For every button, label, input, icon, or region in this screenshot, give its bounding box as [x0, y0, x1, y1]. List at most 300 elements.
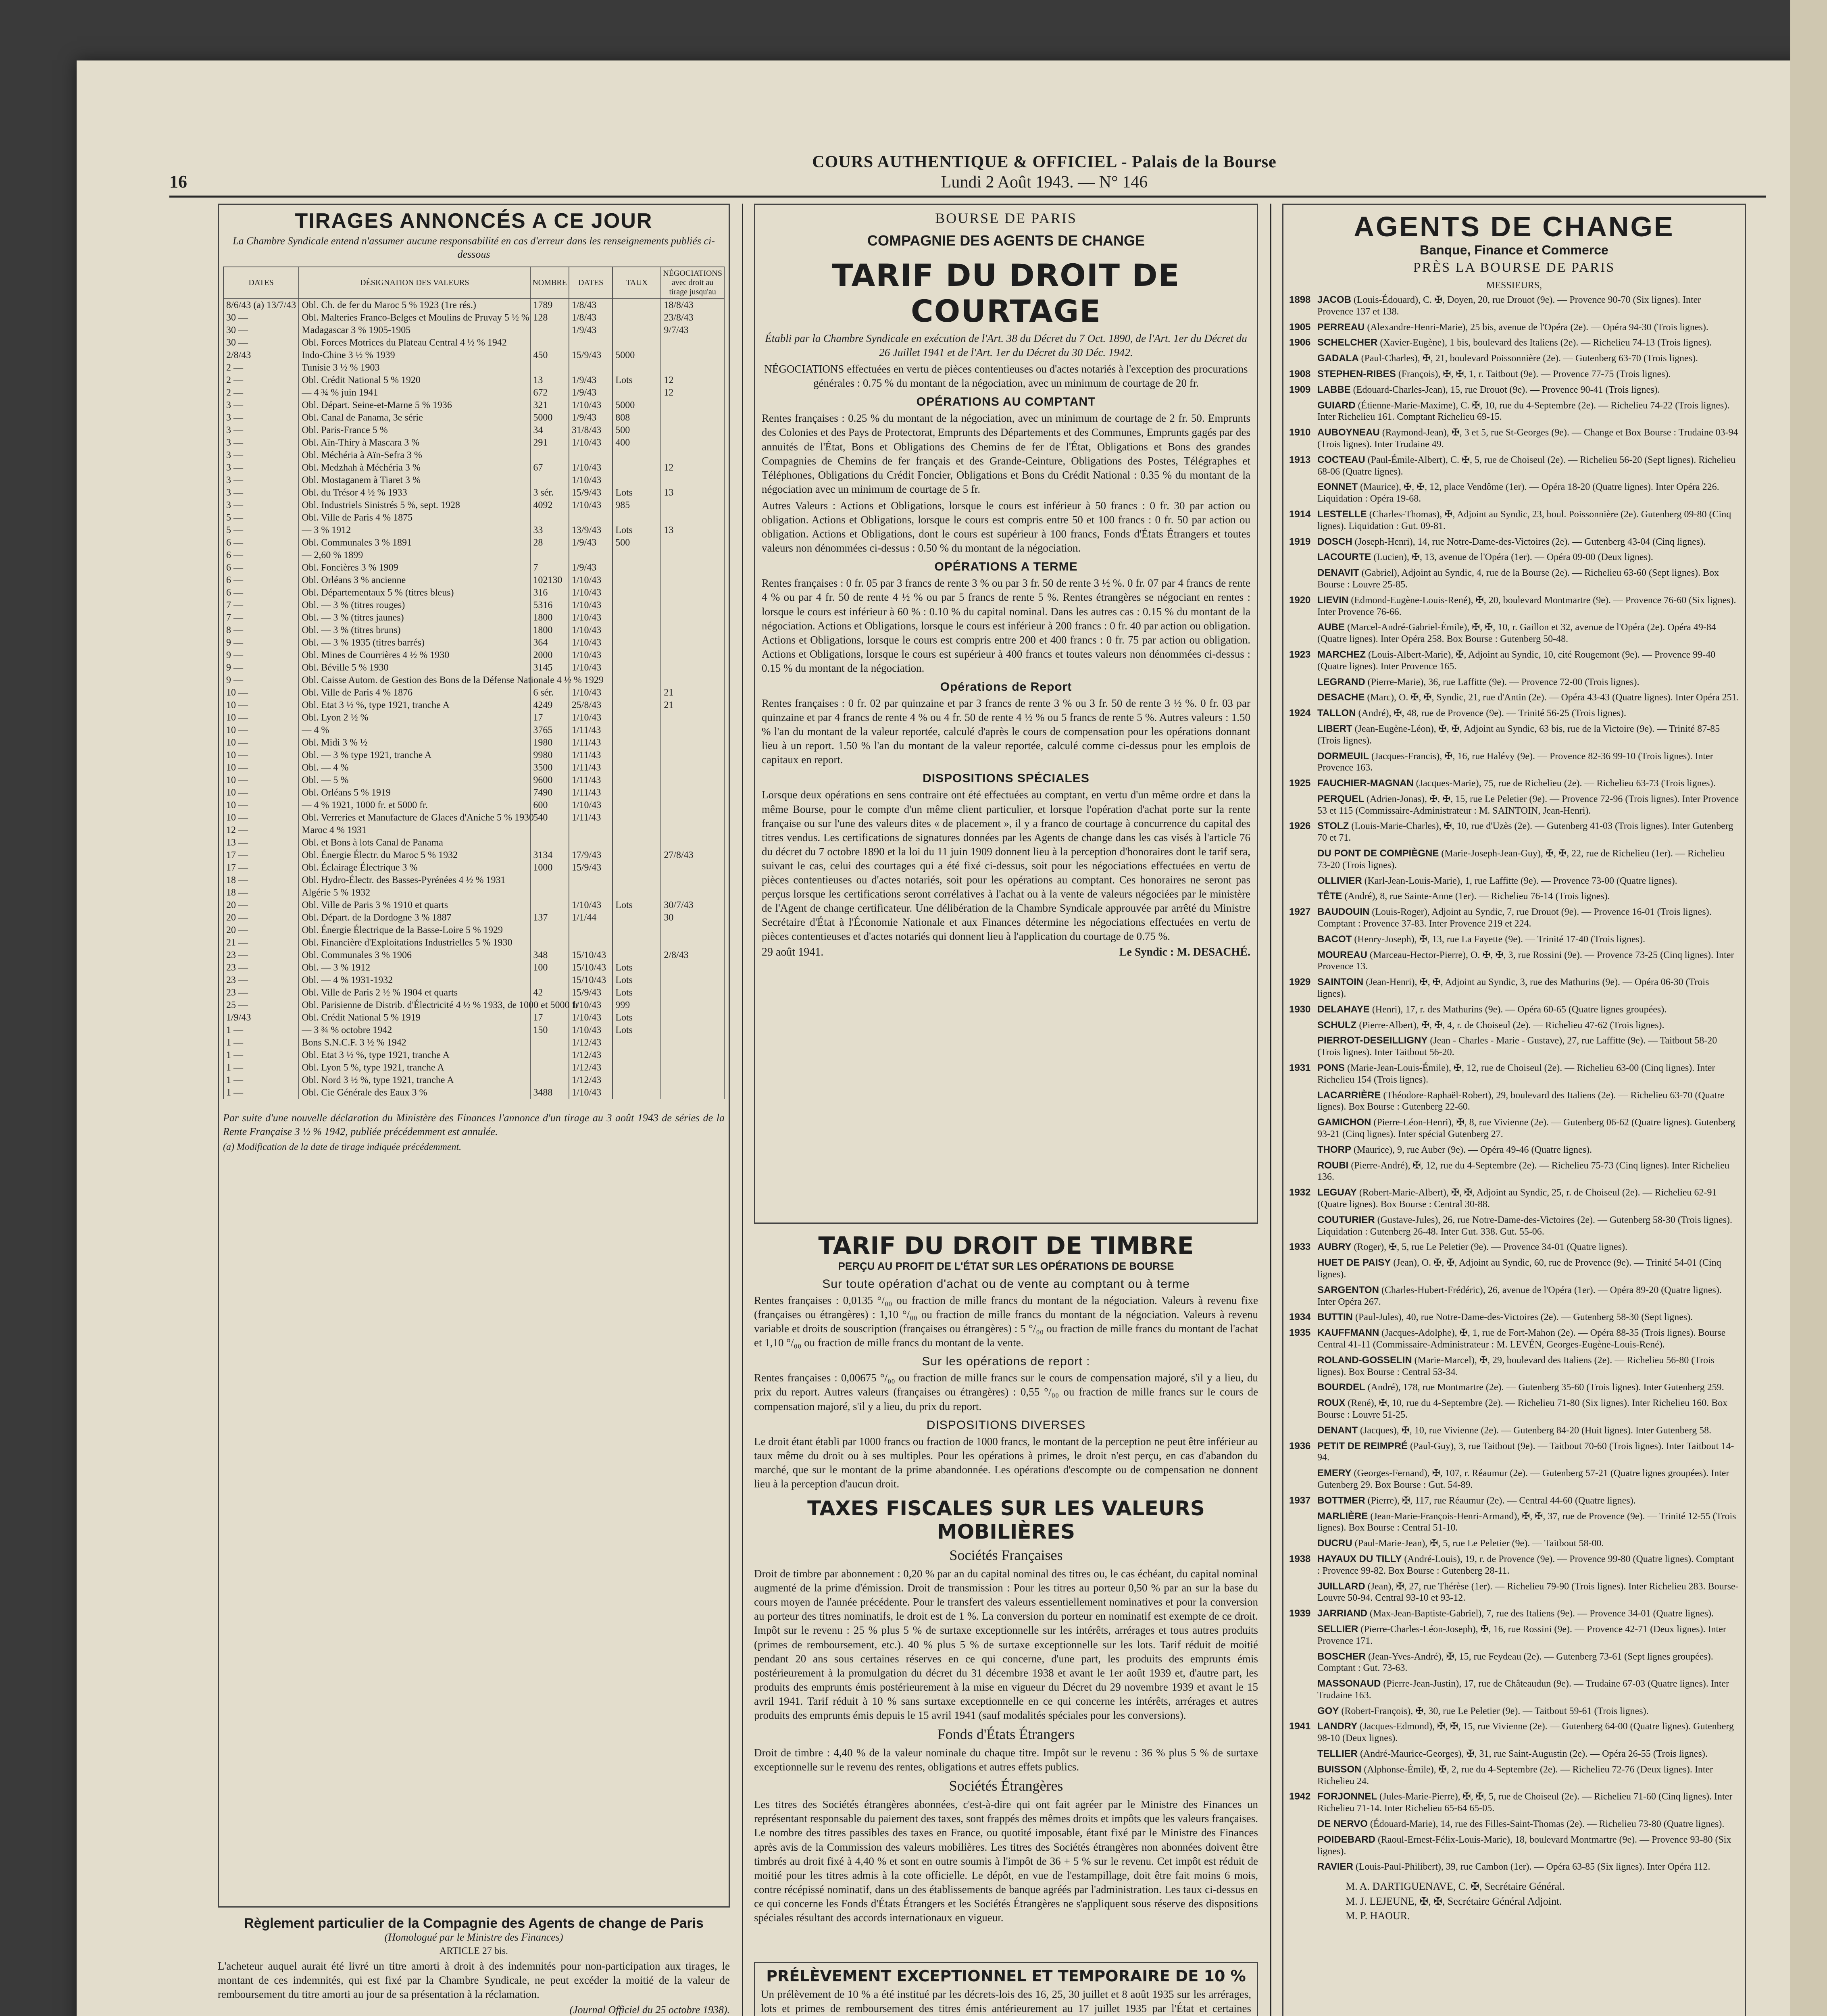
- table-row: [223, 449, 724, 462]
- table-cell: [612, 687, 661, 699]
- agent-name: STEPHEN-RIBES: [1317, 368, 1396, 379]
- table-row: [223, 1062, 724, 1074]
- table-cell: [612, 724, 661, 737]
- list-item: [1289, 622, 1739, 645]
- agent-year: [1289, 1425, 1317, 1437]
- courtage-dispositions-heading: DISPOSITIONS SPÉCIALES: [923, 772, 1090, 785]
- table-cell: 1/1/44: [569, 912, 612, 924]
- table-cell: 15/10/43: [569, 949, 612, 962]
- agent-entry: [1317, 1397, 1739, 1421]
- table-cell: 9600: [530, 774, 569, 787]
- agent-details: (Adrien-Jonas), ✠, ✠, 15, rue Le Peletier (9e). — Provence 72-96 (Trois lignes). Inter Provence 53 et 115 (Commissaire-Administrateur : M. SAINTOIN, Jean-Henri).: [1317, 793, 1739, 816]
- table-row: [223, 487, 724, 499]
- table-cell: [612, 824, 661, 837]
- table-cell: 10 —: [223, 687, 299, 699]
- list-item: [1289, 1441, 1739, 1464]
- list-item: [1289, 1651, 1739, 1674]
- table-cell: [530, 474, 569, 487]
- list-item: [1289, 322, 1739, 333]
- agent-entry: [1317, 1721, 1739, 1744]
- agent-entry: [1317, 677, 1639, 688]
- reglement-title: Règlement particulier de la Compagnie des Agents de change de Paris: [244, 1916, 704, 1931]
- table-row: [223, 737, 724, 749]
- table-row: [223, 674, 724, 687]
- list-item: [1289, 1554, 1739, 1577]
- agent-name: DOSCH: [1317, 536, 1352, 547]
- table-cell: 23 —: [223, 949, 299, 962]
- table-cell: 1/9/43: [569, 562, 612, 574]
- agent-name: COCTEAU: [1317, 454, 1365, 465]
- tirages-table: [223, 267, 725, 1099]
- agent-year: 1937: [1289, 1495, 1311, 1506]
- table-cell: [661, 974, 724, 987]
- table-cell: [612, 387, 661, 399]
- table-cell: [530, 549, 569, 562]
- table-cell: Obl. Malteries Franco-Belges et Moulins de Pruvay 5 ½ %: [299, 312, 530, 324]
- list-item: [1289, 677, 1739, 688]
- agent-year: 1938: [1289, 1553, 1311, 1564]
- table-row: [223, 299, 724, 312]
- list-item: [1289, 1117, 1739, 1140]
- table-cell: 9980: [530, 749, 569, 762]
- agent-year: [1289, 692, 1317, 704]
- agent-name: TÊTE: [1317, 891, 1342, 902]
- agent-year: [1289, 1651, 1317, 1674]
- agent-entry: [1317, 950, 1739, 973]
- list-item: [1289, 427, 1739, 450]
- agent-details: (Édouard-Marie), 14, rue des Filles-Saint-Thomas (2e). — Richelieu 73-80 (Quatre lignes).: [1370, 1819, 1725, 1830]
- agent-year: 1906: [1289, 337, 1311, 348]
- agent-entry: [1317, 1706, 1649, 1717]
- table-cell: [530, 362, 569, 374]
- table-cell: [612, 612, 661, 624]
- table-cell: Obl. Foncières 3 % 1909: [299, 562, 530, 574]
- table-cell: Obl. Communales 3 % 1891: [299, 537, 530, 549]
- agent-year: 1930: [1289, 1004, 1311, 1015]
- table-cell: 999: [612, 999, 661, 1012]
- list-item: [1289, 294, 1739, 318]
- table-cell: 18 —: [223, 887, 299, 899]
- table-cell: 500: [612, 537, 661, 549]
- agent-entry: [1317, 977, 1739, 1000]
- table-row: [223, 1074, 724, 1087]
- table-row: [223, 999, 724, 1012]
- table-cell: 348: [530, 949, 569, 962]
- list-item: [1289, 1241, 1739, 1253]
- table-cell: Lots: [612, 1024, 661, 1037]
- agent-entry: [1317, 536, 1706, 548]
- table-cell: 5 —: [223, 524, 299, 537]
- table-cell: Lots: [612, 899, 661, 912]
- secretary-2: M. J. LEJEUNE, ✠, ✠, Secrétaire Général Adjoint.: [1346, 1895, 1562, 1907]
- agent-year: 1942: [1289, 1791, 1311, 1802]
- table-cell: 1/11/43: [569, 812, 612, 824]
- agent-entry: [1317, 1241, 1627, 1253]
- agent-details: (André), ✠, 48, rue de Provence (9e). — Trinité 56-25 (Trois lignes).: [1358, 708, 1626, 719]
- table-row: [223, 1037, 724, 1049]
- list-item: [1289, 950, 1739, 973]
- table-cell: [661, 399, 724, 412]
- table-cell: 364: [530, 637, 569, 649]
- list-item: [1289, 1090, 1739, 1113]
- table-cell: 1/10/43: [569, 462, 612, 474]
- courtage-intro: Établi par la Chambre Syndicale en exécution de l'Art. 38 du Décret du 7 Oct. 1890, de l'Art. 1er du Décret du 26 Juillet 1941 et de l'Art. 1er du Décret du 30 Déc. 1942.: [765, 332, 1247, 359]
- table-cell: [661, 924, 724, 937]
- agent-name: LANDRY: [1317, 1721, 1358, 1732]
- table-cell: 23 —: [223, 962, 299, 974]
- agent-details: (Joseph-Henri), 14, rue Notre-Dame-des-Victoires (2e). — Gutenberg 43-04 (Cinq lignes).: [1354, 536, 1706, 547]
- table-row: [223, 774, 724, 787]
- tirages-title: TIRAGES ANNONCÉS A CE JOUR: [295, 209, 653, 233]
- agent-name: AUBOYNEAU: [1317, 427, 1380, 438]
- list-item: [1289, 1062, 1739, 1086]
- agent-name: HUET DE PAISY: [1317, 1257, 1391, 1268]
- table-cell: [661, 587, 724, 599]
- table-cell: [612, 674, 661, 687]
- table-row: [223, 537, 724, 549]
- table-cell: 3 —: [223, 487, 299, 499]
- timbre-subtitle: PERÇU AU PROFIT DE L'ÉTAT SUR LES OPÉRATIONS DE BOURSE: [838, 1260, 1174, 1272]
- list-item: [1289, 536, 1739, 548]
- timbre-s2: Sur les opérations de report :: [922, 1355, 1090, 1368]
- table-cell: 985: [612, 499, 661, 512]
- agent-name: DENAVIT: [1317, 567, 1359, 579]
- table-cell: Obl. Aïn-Thiry à Mascara 3 %: [299, 437, 530, 449]
- table-cell: 10 —: [223, 774, 299, 787]
- table-cell: Obl. Midi 3 % ½: [299, 737, 530, 749]
- agent-name: LESTELLE: [1317, 508, 1367, 520]
- agent-details: (Gabriel), Adjoint au Syndic, 4, rue de la Bourse (2e). — Richelieu 63-60 (Sept lignes). Box Bourse : Louvre 25-85.: [1317, 568, 1719, 590]
- secretary-3: M. P. HAOUR.: [1346, 1910, 1410, 1922]
- table-cell: 12: [661, 462, 724, 474]
- agent-details: (Jacques-Edmond), ✠, ✠, 15, rue Vivienne (2e). — Gutenberg 64-00 (Quatre lignes). Gutenberg 98-10 (Deux lignes).: [1317, 1721, 1734, 1744]
- table-cell: Obl. Nord 3 ½ %, type 1921, tranche A: [299, 1074, 530, 1087]
- courtage-terme-heading: OPÉRATIONS A TERME: [934, 560, 1078, 574]
- courtage-autres-text: Autres Valeurs : Actions et Obligations, lorsque le cours est inférieur à 50 francs : 0 fr. 30 par action ou obligation. Actions et Obligations, lorsque le cours est compris entre 50 et 100 francs : 0 fr. 50 par action ou obligation. Actions et Obligations, dont le cours est supérieur à 100 francs, Fonds d'États Étrangers et toutes valeurs non dénommées ci-dessus : 0.50 % du montant de la négociation.: [762, 499, 1250, 554]
- courtage-report-heading: Opérations de Report: [940, 680, 1072, 694]
- taxes-title: TAXES FISCALES SUR LES VALEURS MOBILIÈRES: [807, 1497, 1205, 1544]
- list-item: [1289, 400, 1739, 423]
- table-cell: Obl. Lyon 5 %, type 1921, tranche A: [299, 1062, 530, 1074]
- table-cell: 3 —: [223, 412, 299, 424]
- table-cell: 15/9/43: [569, 862, 612, 874]
- agent-entry: [1317, 294, 1739, 318]
- table-cell: 9 —: [223, 674, 299, 687]
- agent-name: SCHELCHER: [1317, 337, 1378, 348]
- agent-year: [1289, 1117, 1317, 1140]
- table-cell: 3 —: [223, 449, 299, 462]
- agent-name: JARRIAND: [1317, 1608, 1368, 1619]
- table-cell: [661, 1074, 724, 1087]
- table-row: [223, 624, 724, 637]
- agent-entry: [1317, 1624, 1739, 1647]
- table-cell: — 3 ¾ % octobre 1942: [299, 1024, 530, 1037]
- courtage-title: TARIF DU DROIT DE COURTAGE: [832, 257, 1180, 329]
- agent-year: [1289, 622, 1317, 645]
- table-row: [223, 712, 724, 724]
- table-row: [223, 312, 724, 324]
- agent-details: (Robert-François), ✠, 30, rue Le Peletier (9e). — Taitbout 59-61 (Trois lignes).: [1341, 1706, 1649, 1716]
- table-cell: [612, 624, 661, 637]
- table-cell: [569, 824, 612, 837]
- agent-entry: [1317, 1441, 1739, 1464]
- table-cell: Obl. Ville de Paris 4 % 1876: [299, 687, 530, 699]
- table-row: [223, 374, 724, 387]
- table-cell: 1/10/43: [569, 437, 612, 449]
- header-rule: [169, 196, 1766, 198]
- table-cell: [530, 824, 569, 837]
- table-cell: 1/10/43: [569, 587, 612, 599]
- table-cell: 7: [530, 562, 569, 574]
- table-cell: 1/9/43: [569, 387, 612, 399]
- agent-details: (Pierre-Charles-Léon-Joseph), ✠, 16, rue Rossini (9e). — Provence 42-71 (Deux lignes). Inter Provence 171.: [1317, 1624, 1726, 1646]
- list-item: [1289, 1538, 1739, 1549]
- table-cell: [661, 437, 724, 449]
- timbre-s3: DISPOSITIONS DIVERSES: [926, 1418, 1086, 1432]
- agent-name: THORP: [1317, 1144, 1351, 1155]
- list-item: [1289, 1327, 1739, 1351]
- reglement-text: L'acheteur auquel aurait été livré un titre amorti à droit à des indemnités pour non-participation aux tirages, le montant de ces indemnités, qui est fixé par la Chambre Syndicale, ne peut excéder la moitié de la valeur de remboursement du titre amorti au jour de sa présentation à la réclamation.: [218, 1960, 730, 2001]
- agent-year: 1898: [1289, 294, 1311, 305]
- table-cell: 17: [530, 712, 569, 724]
- table-cell: 1/11/43: [569, 737, 612, 749]
- courtage-company: COMPAGNIE DES AGENTS DE CHANGE: [867, 232, 1145, 249]
- table-cell: [661, 499, 724, 512]
- table-row: [223, 874, 724, 887]
- table-row: [223, 412, 724, 424]
- table-cell: 1800: [530, 624, 569, 637]
- table-cell: Obl. Cie Générale des Eaux 3 %: [299, 1087, 530, 1099]
- agent-entry: [1317, 1818, 1724, 1830]
- table-cell: [661, 674, 724, 687]
- table-row: [223, 699, 724, 712]
- table-cell: Obl. — 4 % 1931-1932: [299, 974, 530, 987]
- list-item: [1289, 708, 1739, 719]
- table-cell: 15/9/43: [569, 987, 612, 999]
- agent-details: (Maurice), ✠, ✠, 12, place Vendôme (1er). — Opéra 18-20 (Quatre lignes). Inter Opéra 226. Liquidation : Opéra 19-68.: [1317, 482, 1719, 504]
- agent-name: PETIT DE REIMPRÉ: [1317, 1440, 1408, 1452]
- agent-year: [1289, 1511, 1317, 1534]
- list-item: [1289, 1425, 1739, 1437]
- table-cell: [661, 724, 724, 737]
- table-cell: 6 —: [223, 562, 299, 574]
- agent-name: GOY: [1317, 1705, 1339, 1716]
- table-row: [223, 1087, 724, 1099]
- table-cell: [612, 337, 661, 349]
- table-cell: [661, 862, 724, 874]
- list-item: [1289, 1468, 1739, 1491]
- table-cell: 137: [530, 912, 569, 924]
- agent-details: (Charles-Hubert-Frédéric), 26, avenue de l'Opéra (1er). — Opéra 89-20 (Quatre lignes). Inter Opéra 267.: [1317, 1285, 1722, 1307]
- table-cell: 1/10/43: [569, 649, 612, 662]
- agent-year: [1289, 1538, 1317, 1549]
- table-cell: 17 —: [223, 849, 299, 862]
- timbre-p1: Rentes françaises : 0,0135 °/₀₀ ou fraction de mille francs du montant de la négociation. Valeurs à revenu fixe (françaises ou étrangères) : 1,10 °/₀₀ ou fraction de mille francs du montant de la négociation. Valeurs à revenu variable et droits de souscription (françaises ou étrangères) : 5 °/₀₀ ou fraction de mille francs du montant de l'achat et 1,10 °/₀₀ ou fraction de mille francs du montant de la vente.: [754, 1294, 1258, 1349]
- table-cell: Obl. — 3 % (titres jaunes): [299, 612, 530, 624]
- agent-details: (Louis-Marie-Charles), ✠, 10, rue d'Uzès (2e). — Gutenberg 41-03 (Trois lignes). Inter Gutenberg 70 et 71.: [1317, 821, 1733, 843]
- agent-entry: [1317, 1327, 1739, 1351]
- table-cell: Obl. Ville de Paris 4 % 1875: [299, 512, 530, 524]
- table-cell: [661, 599, 724, 612]
- table-row: [223, 349, 724, 362]
- table-cell: Obl. Financière d'Exploitations Industrielles 5 % 1930: [299, 937, 530, 949]
- table-cell: [661, 449, 724, 462]
- table-row: [223, 399, 724, 412]
- table-cell: 17 —: [223, 862, 299, 874]
- tirages-box: [218, 204, 730, 1908]
- agent-entry: [1317, 1425, 1711, 1437]
- agent-details: (Edmond-Eugène-Louis-René), ✠, 20, boulevard Montmartre (9e). — Provence 76-60 (Six lignes). Inter Provence 76-66.: [1317, 595, 1736, 617]
- table-cell: 1/11/43: [569, 774, 612, 787]
- table-cell: 10 —: [223, 787, 299, 799]
- courtage-report-text: Rentes françaises : 0 fr. 02 par quinzaine et par 3 francs de rente 3 % ou 3 fr. 50 de rente 3 ½ %. 0 fr. 03 par quinzaine et par 4 francs de rente 4 % ou 4 fr. 50 de rente 4 ½ % ou 5 francs de rente 5 %. Autres valeurs : 1.50 % l'an du montant de la valeur reportée, calculé d'après le cours de compensation pour les opérations donnant lieu à un report. 1.50 % l'an du montant de la valeur reportée, calculé comme ci-dessus pour les emplois de capitaux en report.: [762, 697, 1250, 766]
- table-cell: 291: [530, 437, 569, 449]
- agent-name: LIBERT: [1317, 723, 1352, 734]
- agent-name: MOUREAU: [1317, 949, 1367, 960]
- list-item: [1289, 337, 1739, 349]
- table-row: [223, 787, 724, 799]
- agent-year: 1924: [1289, 708, 1311, 719]
- table-cell: [661, 962, 724, 974]
- agent-entry: [1317, 778, 1716, 789]
- agent-entry: [1317, 384, 1660, 396]
- agent-year: 1935: [1289, 1327, 1311, 1339]
- table-cell: Obl. Béville 5 % 1930: [299, 662, 530, 674]
- table-cell: 5000: [612, 399, 661, 412]
- table-cell: [612, 1037, 661, 1049]
- taxes-p3: Les titres des Sociétés étrangères abonnées, c'est-à-dire qui ont fait agréer par le Ministre des Finances un représentant responsable du paiement des taxes, sont frappés des mêmes droits et impôts que les valeurs françaises. Le nombre des titres passibles des taxes en France, ou quotité imposable, étant fixé par le Ministre des Finances après avis de la Commission des valeurs mobilières. Les titres des Sociétés étrangères non abonnées doivent être timbrés au droit fixé à 4,40 % et sont en outre soumis à l'impôt de 36 + 5 % sur le revenu. Cet impôt est réduit de moitié pour les titres admis à la cote officielle. Le dépôt, en vue de l'estampillage, doit être fait moins 6 mois, contre récépissé nominatif, dans un des établissements de banque agréés par l'administration. Les taux ci-dessus en ce qui concerne les Fonds d'États Étrangers et les Sociétés Étrangères ne s'appliquent sous réserve des dispositions spéciales résultant des accords internationaux en vigueur.: [754, 1798, 1258, 1924]
- table-cell: 33: [530, 524, 569, 537]
- table-cell: 10 —: [223, 724, 299, 737]
- table-cell: 42: [530, 987, 569, 999]
- table-cell: [661, 999, 724, 1012]
- table-cell: [612, 699, 661, 712]
- list-item: [1289, 1721, 1739, 1744]
- agent-year: [1289, 1834, 1317, 1858]
- table-cell: [661, 424, 724, 437]
- agent-details: (Alexandre-Henri-Marie), 25 bis, avenue de l'Opéra (2e). — Opéra 94-30 (Trois lignes).: [1367, 322, 1708, 333]
- agent-year: [1289, 793, 1317, 817]
- table-cell: [661, 712, 724, 724]
- table-cell: [661, 1049, 724, 1062]
- agent-details: (Paul-Émile-Albert), C. ✠, 5, rue de Choiseul (2e). — Richelieu 56-20 (Sept lignes). Richelieu 68-06 (Quatre lignes).: [1317, 454, 1736, 477]
- list-item: [1289, 1285, 1739, 1308]
- table-cell: 1/10/43: [569, 637, 612, 649]
- table-cell: 17: [530, 1012, 569, 1024]
- list-item: [1289, 1020, 1739, 1031]
- taxes-s2: Fonds d'États Étrangers: [937, 1726, 1075, 1743]
- table-cell: 5000: [530, 412, 569, 424]
- table-cell: [661, 537, 724, 549]
- table-cell: Obl. Départementaux 5 % (titres bleus): [299, 587, 530, 599]
- agent-entry: [1317, 552, 1653, 563]
- courtage-kicker: BOURSE DE PARIS: [935, 210, 1077, 226]
- list-item: [1289, 1678, 1739, 1702]
- agent-year: [1289, 1035, 1317, 1058]
- agent-year: [1289, 1678, 1317, 1702]
- page-number: 16: [169, 172, 187, 192]
- table-cell: 3488: [530, 1087, 569, 1099]
- table-cell: 30 —: [223, 312, 299, 324]
- agent-year: 1936: [1289, 1440, 1311, 1452]
- table-cell: 1000: [530, 862, 569, 874]
- table-cell: [530, 837, 569, 849]
- agent-year: [1289, 1144, 1317, 1156]
- table-cell: 13: [530, 374, 569, 387]
- courtage-date: 29 août 1941.: [762, 946, 824, 959]
- table-cell: 1/9/43: [569, 537, 612, 549]
- agent-details: (François), ✠, ✠, 1, r. Taitbout (9e). — Provence 77-75 (Trois lignes).: [1398, 369, 1671, 379]
- table-cell: 12: [661, 387, 724, 399]
- agent-details: (Pierre), ✠, 117, rue Réaumur (2e). — Central 44-60 (Quatre lignes).: [1367, 1495, 1636, 1506]
- table-cell: [661, 1024, 724, 1037]
- table-cell: [661, 1062, 724, 1074]
- list-item: [1289, 1624, 1739, 1647]
- page-title: COURS AUTHENTIQUE & OFFICIEL - Palais de la Bourse: [812, 153, 1277, 171]
- agent-details: (Jacques-Adolphe), ✠, 1, rue de Fort-Mahon (2e). — Opéra 88-35 (Trois lignes). Bourse Central 41-11 (Commissaire-Administrateur : M. LEVÉN, Georges-Eugène-Louis-René).: [1317, 1328, 1726, 1350]
- table-cell: 1980: [530, 737, 569, 749]
- table-cell: 10 —: [223, 812, 299, 824]
- agent-details: (Louis-Paul-Philibert), 39, rue Cambon (1er). — Opéra 63-85 (Six lignes). Inter Opéra 112.: [1355, 1862, 1710, 1872]
- table-cell: Obl. Énergie Électr. du Maroc 5 % 1932: [299, 849, 530, 862]
- table-cell: Obl. Etat 3 ½ %, type 1921, tranche A: [299, 699, 530, 712]
- reglement-section: [218, 1916, 730, 2016]
- agent-details: (Gustave-Jules), 26, rue Notre-Dame-des-Victoires (2e). — Gutenberg 58-30 (Trois lignes). Liquidation : Gutenberg 26-48. Inter Gut. 338. Gut. 55-06.: [1317, 1214, 1733, 1237]
- agent-details: (Jean - Charles - Marie - Gustave), 27, rue Laffitte (9e). — Taitbout 58-20 (Trois lignes). Inter Taitbout 56-20.: [1317, 1035, 1717, 1058]
- agent-year: [1289, 353, 1317, 364]
- table-row: [223, 1012, 724, 1024]
- table-cell: Obl. Crédit National 5 % 1919: [299, 1012, 530, 1024]
- table-cell: 9/7/43: [661, 324, 724, 337]
- table-cell: 1/11/43: [569, 749, 612, 762]
- table-cell: 500: [612, 424, 661, 437]
- agent-entry: [1317, 793, 1739, 817]
- list-item: [1289, 934, 1739, 946]
- table-cell: Obl. Départ. de la Dordogne 3 % 1887: [299, 912, 530, 924]
- table-cell: 1/8/43: [569, 312, 612, 324]
- table-cell: [612, 549, 661, 562]
- table-cell: [661, 612, 724, 624]
- agent-details: (Raoul-Ernest-Félix-Louis-Marie), 18, boulevard Montmartre (9e). — Provence 93-80 (Six lignes).: [1317, 1834, 1731, 1857]
- agents-title: AGENTS DE CHANGE: [1354, 211, 1675, 242]
- table-cell: 15/10/43: [569, 974, 612, 987]
- table-cell: [661, 887, 724, 899]
- table-cell: [661, 412, 724, 424]
- agent-entry: [1317, 481, 1739, 505]
- table-cell: 1 —: [223, 1074, 299, 1087]
- agent-entry: [1317, 1834, 1739, 1858]
- agent-name: FORJONNEL: [1317, 1791, 1377, 1802]
- table-cell: 672: [530, 387, 569, 399]
- table-cell: 20 —: [223, 912, 299, 924]
- table-cell: [569, 449, 612, 462]
- agent-details: (Jean-Marie-François-Henri-Armand), ✠, ✠, 37, rue de Provence (9e). — Trinité 12-55 (Trois lignes). Box Bourse : Central 51-10.: [1317, 1511, 1736, 1533]
- list-item: [1289, 1764, 1739, 1787]
- table-cell: 67: [530, 462, 569, 474]
- agent-name: STOLZ: [1317, 821, 1349, 832]
- table-cell: [612, 874, 661, 887]
- agent-entry: [1317, 1187, 1739, 1210]
- agent-name: PERREAU: [1317, 321, 1365, 333]
- table-cell: [661, 799, 724, 812]
- table-cell: 1/11/43: [569, 787, 612, 799]
- reglement-source: (Journal Officiel du 25 octobre 1938).: [569, 2004, 730, 2016]
- table-cell: 21: [661, 687, 724, 699]
- table-row: [223, 937, 724, 949]
- agent-details: (Pierre-Léon-Henri), ✠, 8, rue Vivienne (2e). — Gutenberg 06-62 (Quatre lignes). Gutenberg 93-21 (Cinq lignes). Inter spécial Gutenberg 27.: [1317, 1117, 1735, 1140]
- list-item: [1289, 906, 1739, 930]
- table-cell: Obl. Forces Motrices du Plateau Central 4 ½ % 1942: [299, 337, 530, 349]
